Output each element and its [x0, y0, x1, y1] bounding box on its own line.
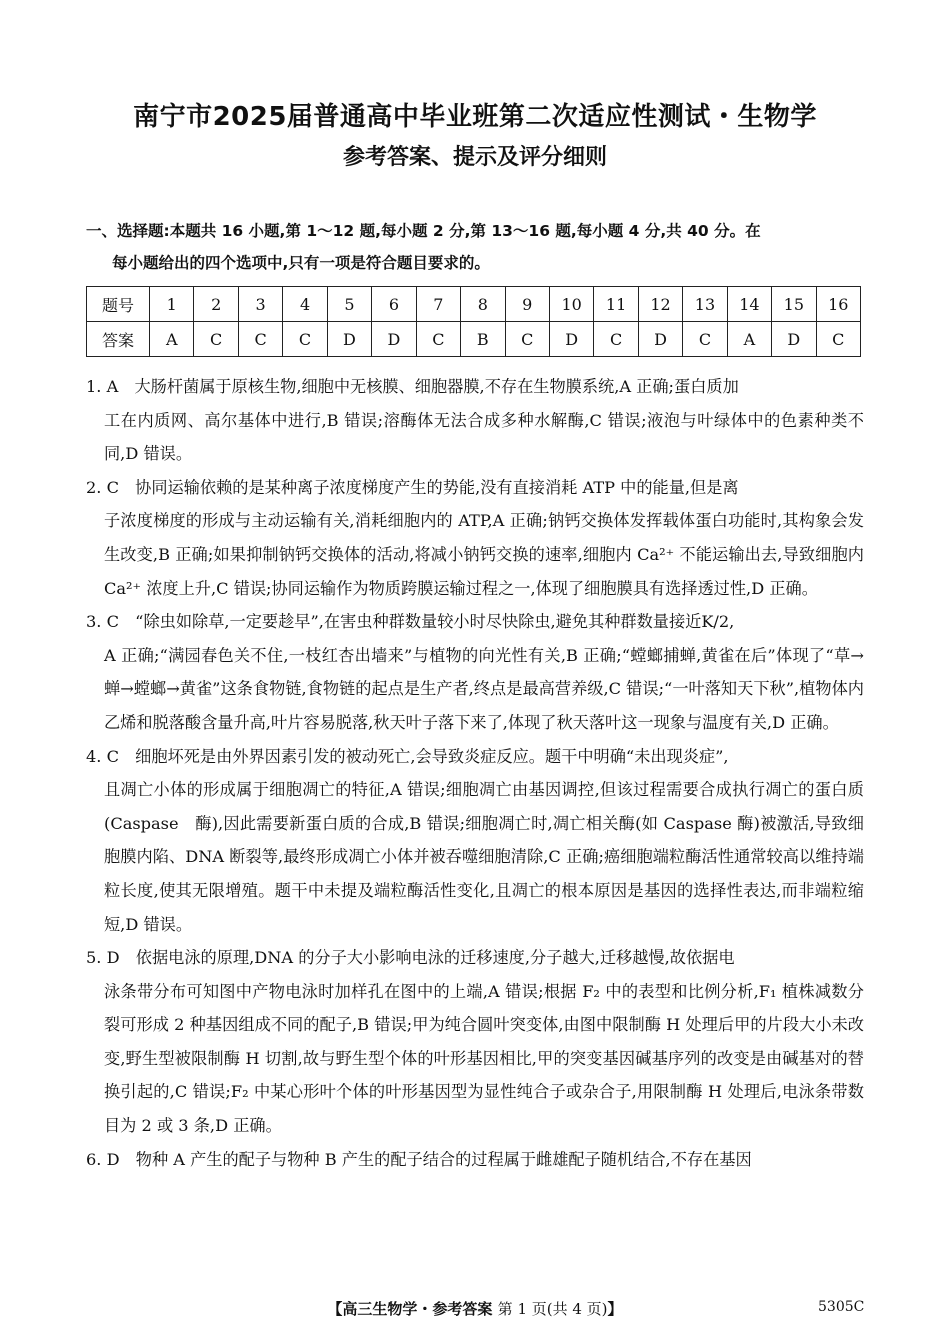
answer-cell: D — [549, 322, 593, 357]
question-number-cell: 15 — [772, 287, 816, 322]
section-heading — [86, 215, 876, 279]
page-subtitle: 参考答案、提示及评分细则 — [342, 145, 607, 170]
answer-cell: D — [372, 322, 416, 357]
answer-cell: C — [594, 322, 638, 357]
answer-cell: C — [416, 322, 460, 357]
page-title: 南宁市2025届普通高中毕业班第二次适应性测试・生物学 — [133, 102, 817, 132]
answer-cell: C — [238, 322, 282, 357]
question-number-cell: 5 — [327, 287, 371, 322]
explanation-first-line: 4. C 细胞坏死是由外界因素引发的被动死亡,会导致炎症反应。题干中明确“未出现炎症”, — [86, 746, 729, 766]
explanation-item-5 — [86, 941, 864, 1143]
answer-cell: D — [327, 322, 371, 357]
explanation-first-line: 5. D 依据电泳的原理,DNA 的分子大小影响电泳的迁移速度,分子越大,迁移越慢,故依据电 — [86, 948, 735, 968]
question-number-cell: 13 — [683, 287, 727, 322]
answer-cell: C — [283, 322, 327, 357]
footer-label: 【高三生物学・参考答案 — [327, 1300, 493, 1318]
page-footer — [0, 1298, 950, 1319]
explanation-item-1 — [86, 370, 864, 471]
question-number-cell: 6 — [372, 287, 416, 322]
answer-cell: D — [772, 322, 816, 357]
explanation-first-line: 3. C “除虫如除草,一定要趁早”,在害虫种群数量较小时尽快除虫,避免其种群数量接近K/2, — [86, 612, 735, 632]
question-number-cell: 1 — [150, 287, 194, 322]
answer-cell: A — [150, 322, 194, 357]
question-number-cell: 14 — [727, 287, 771, 322]
question-number-cell: 7 — [416, 287, 460, 322]
answer-table-row-numbers — [87, 287, 861, 322]
explanation-continuation: 子浓度梯度的形成与主动运输有关,消耗细胞内的 ATP,A 正确;钠钙交换体发挥载体蛋白功能时,其构象会发生改变,B 正确;如果抑制钠钙交换体的活动,将减小钠钙交换的速率,细胞内 Ca²⁺ 不能运输出去,导致细胞内 Ca²⁺ 浓度上升,C 错误;协同运输作为物质跨膜运输过程之一,体现了细胞膜具有选择透过性,D 正确。 — [104, 511, 864, 598]
answer-table-header-answer: 答案 — [87, 322, 150, 357]
document-code: 5305C — [818, 1299, 865, 1315]
answer-cell: C — [816, 322, 860, 357]
answer-cell: C — [505, 322, 549, 357]
explanation-item-4 — [86, 740, 864, 942]
explanations — [86, 370, 864, 1176]
answer-cell: C — [194, 322, 238, 357]
explanation-continuation: 泳条带分布可知图中产物电泳时加样孔在图中的上端,A 错误;根据 F₂ 中的表型和比例分析,F₁ 植株减数分裂可形成 2 种基因组成不同的配子,B 错误;甲为纯合圆叶突变体,由图中限制酶 H 处理后甲的片段大小未改变,野生型被限制酶 H 切割,故与野生型个体的叶形基因相比,甲的突变基因碱基序列的改变是由碱基对的替换引起的,C 错误;F₂ 中某心形叶个体的叶形基因型为显性纯合子或杂合子,用限制酶 H 处理后,电泳条带数目为 2 或 3 条,D 正确。 — [104, 981, 864, 1136]
explanation-first-line: 1. A 大肠杆菌属于原核生物,细胞中无核膜、细胞器膜,不存在生物膜系统,A 正确;蛋白质加 — [86, 377, 739, 396]
explanation-continuation: A 正确;“满园春色关不住,一枝红杏出墙来”与植物的向光性有关,B 正确;“螳螂捕蝉,黄雀在后”体现了“草→蝉→螳螂→黄雀”这条食物链,食物链的起点是生产者,终点是最高营养级,C 错误;“一叶落知天下秋”,植物体内乙烯和脱落酸含量升高,叶片容易脱落,秋天叶子落下来了,体现了秋天落叶这一现象与温度有关,D 正确。 — [104, 645, 864, 732]
explanation-continuation: 且凋亡小体的形成属于细胞凋亡的特征,A 错误;细胞凋亡由基因调控,但该过程需要合成执行凋亡的蛋白质(Caspase 酶),因此需要新蛋白质的合成,B 错误;细胞凋亡时,凋亡相关酶(如 Caspase 酶)被激活,导致细胞膜内陷、DNA 断裂等,最终形成凋亡小体并被吞噬细胞清除,C 正确;癌细胞端粒酶活性通常较高以维持端粒长度,使其无限增殖。题干中未提及端粒酶活性变化,且凋亡的根本原因是基因的选择性表达,而非端粒缩短,D 错误。 — [104, 780, 864, 934]
footer-page-number: 第 1 页(共 4 页) — [497, 1300, 608, 1318]
question-number-cell: 4 — [283, 287, 327, 322]
section-heading-line2: 每小题给出的四个选项中,只有一项是符合题目要求的。 — [112, 254, 490, 272]
explanation-item-3 — [86, 605, 864, 739]
answer-cell: B — [461, 322, 505, 357]
answer-cell: A — [727, 322, 771, 357]
answer-table-header-number: 题号 — [87, 287, 150, 322]
question-number-cell: 10 — [549, 287, 593, 322]
question-number-cell: 16 — [816, 287, 860, 322]
answer-table-row-answers — [87, 322, 861, 357]
question-number-cell: 12 — [638, 287, 682, 322]
explanation-first-line: 6. D 物种 A 产生的配子与物种 B 产生的配子结合的过程属于雌雄配子随机结合,不存在基因 — [86, 1149, 752, 1169]
explanation-item-2 — [86, 471, 864, 605]
question-number-cell: 3 — [238, 287, 282, 322]
explanation-item-6 — [86, 1143, 864, 1177]
answer-cell: C — [683, 322, 727, 357]
question-number-cell: 2 — [194, 287, 238, 322]
explanation-first-line: 2. C 协同运输依赖的是某种离子浓度梯度产生的势能,没有直接消耗 ATP 中的能量,但是离 — [86, 477, 739, 497]
footer-close: 】 — [607, 1300, 623, 1318]
section-heading-line1: 一、选择题:本题共 16 小题,第 1～12 题,每小题 2 分,第 13～16 题,每小题 4 分,共 40 分。在 — [86, 222, 761, 240]
answer-cell: D — [638, 322, 682, 357]
question-number-cell: 11 — [594, 287, 638, 322]
explanation-continuation: 工在内质网、高尔基体中进行,B 错误;溶酶体无法合成多种水解酶,C 错误;液泡与叶绿体中的色素种类不同,D 错误。 — [104, 410, 864, 464]
answer-table — [86, 286, 861, 357]
question-number-cell: 9 — [505, 287, 549, 322]
question-number-cell: 8 — [461, 287, 505, 322]
